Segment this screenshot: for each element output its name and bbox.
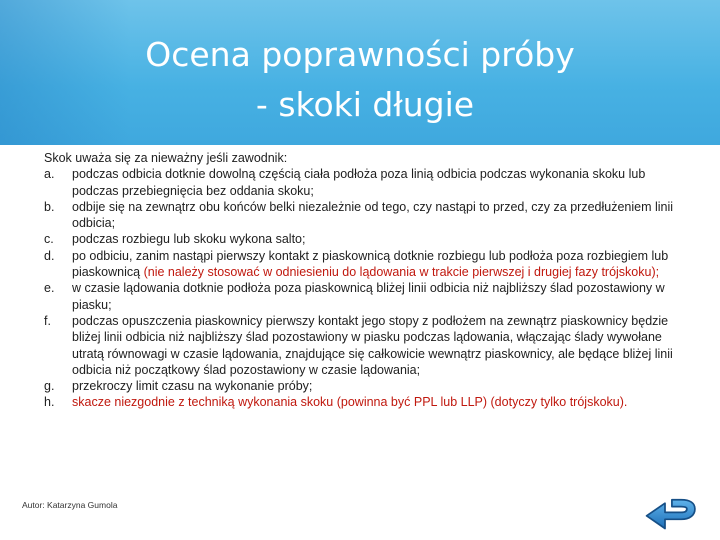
title-line-1: Ocena poprawności próby — [145, 35, 575, 74]
item-note-red: (nie należy stosować w odniesieniu do lądowania w trakcie pierwszej i drugiej fazy trójskoku); — [143, 265, 660, 280]
item-marker: e. — [44, 281, 55, 296]
item-note-red: skacze niezgodnie z techniką wykonania skoku (powinna być PPL lub LLP) (dotyczy tylko trójskoku). — [72, 395, 628, 410]
item-marker: b. — [44, 199, 55, 214]
item-text — [72, 378, 674, 394]
item-text-main: w czasie lądowania dotknie podłoża poza piaskownicą bliżej linii odbicia niż najbliższy ślad pozostawiony w piasku; — [72, 281, 665, 312]
item-text — [72, 280, 674, 313]
item-marker: c. — [44, 232, 54, 247]
list-item — [44, 231, 674, 247]
item-text — [72, 199, 674, 232]
item-marker: a. — [44, 167, 55, 182]
intro-text: Skok uważa się za nieważny jeśli zawodnik: — [44, 151, 288, 165]
back-button[interactable] — [636, 488, 700, 532]
author-credit: Autor: Katarzyna Gumola — [22, 500, 118, 510]
slide-title — [0, 30, 720, 130]
title-line-2: - skoki długie — [255, 85, 475, 124]
item-text-main: odbije się na zewnątrz obu końców belki niezależnie od tego, czy nastąpi to przed, czy za przedłużeniem linii odbicia; — [72, 199, 674, 231]
item-text — [72, 231, 674, 247]
rules-list — [44, 166, 674, 410]
item-text — [72, 313, 674, 378]
list-item — [44, 166, 674, 199]
slide-content — [44, 150, 674, 411]
item-text-main: przekroczy limit czasu na wykonanie próby; — [72, 379, 313, 394]
list-item — [44, 394, 674, 410]
item-marker: f. — [44, 313, 51, 328]
item-text — [72, 166, 674, 199]
u-turn-left-arrow-icon — [636, 488, 700, 532]
item-text-main: podczas odbicia dotknie dowolną częścią ciała podłoża poza linią odbicia podczas wykonania skoku lub podczas przebiegnięcia bez oddania skoku; — [72, 167, 646, 198]
item-text — [72, 248, 674, 281]
list-item — [44, 313, 674, 378]
item-text — [72, 394, 674, 410]
item-text-main: po odbiciu, zanim nastąpi pierwszy kontakt z piaskownicą dotknie rozbiegu lub podłoża poza rozbiegiem lub piaskownicą — [72, 248, 669, 280]
item-text-main: podczas rozbiegu lub skoku wykona salto; — [72, 232, 306, 247]
item-marker: g. — [44, 379, 55, 394]
list-item — [44, 248, 674, 281]
item-marker: d. — [44, 248, 55, 263]
item-text-main: podczas opuszczenia piaskownicy pierwszy kontakt jego stopy z podłożem na zewnątrz piaskownicy będzie bliżej linii odbicia niż najbliższy ślad pozostawiony w piasku podczas lądowania, włączając ślady wywołane utratą równowagi w czasie lądowania, znajdujące się całkowicie wewnątrz piaskownicy, ale będące bliżej linii odbicia niż początkowy ślad pozostawiony w czasie lądowania; — [72, 313, 673, 377]
list-item — [44, 280, 674, 313]
list-item — [44, 199, 674, 232]
list-item — [44, 378, 674, 394]
item-marker: h. — [44, 395, 55, 410]
